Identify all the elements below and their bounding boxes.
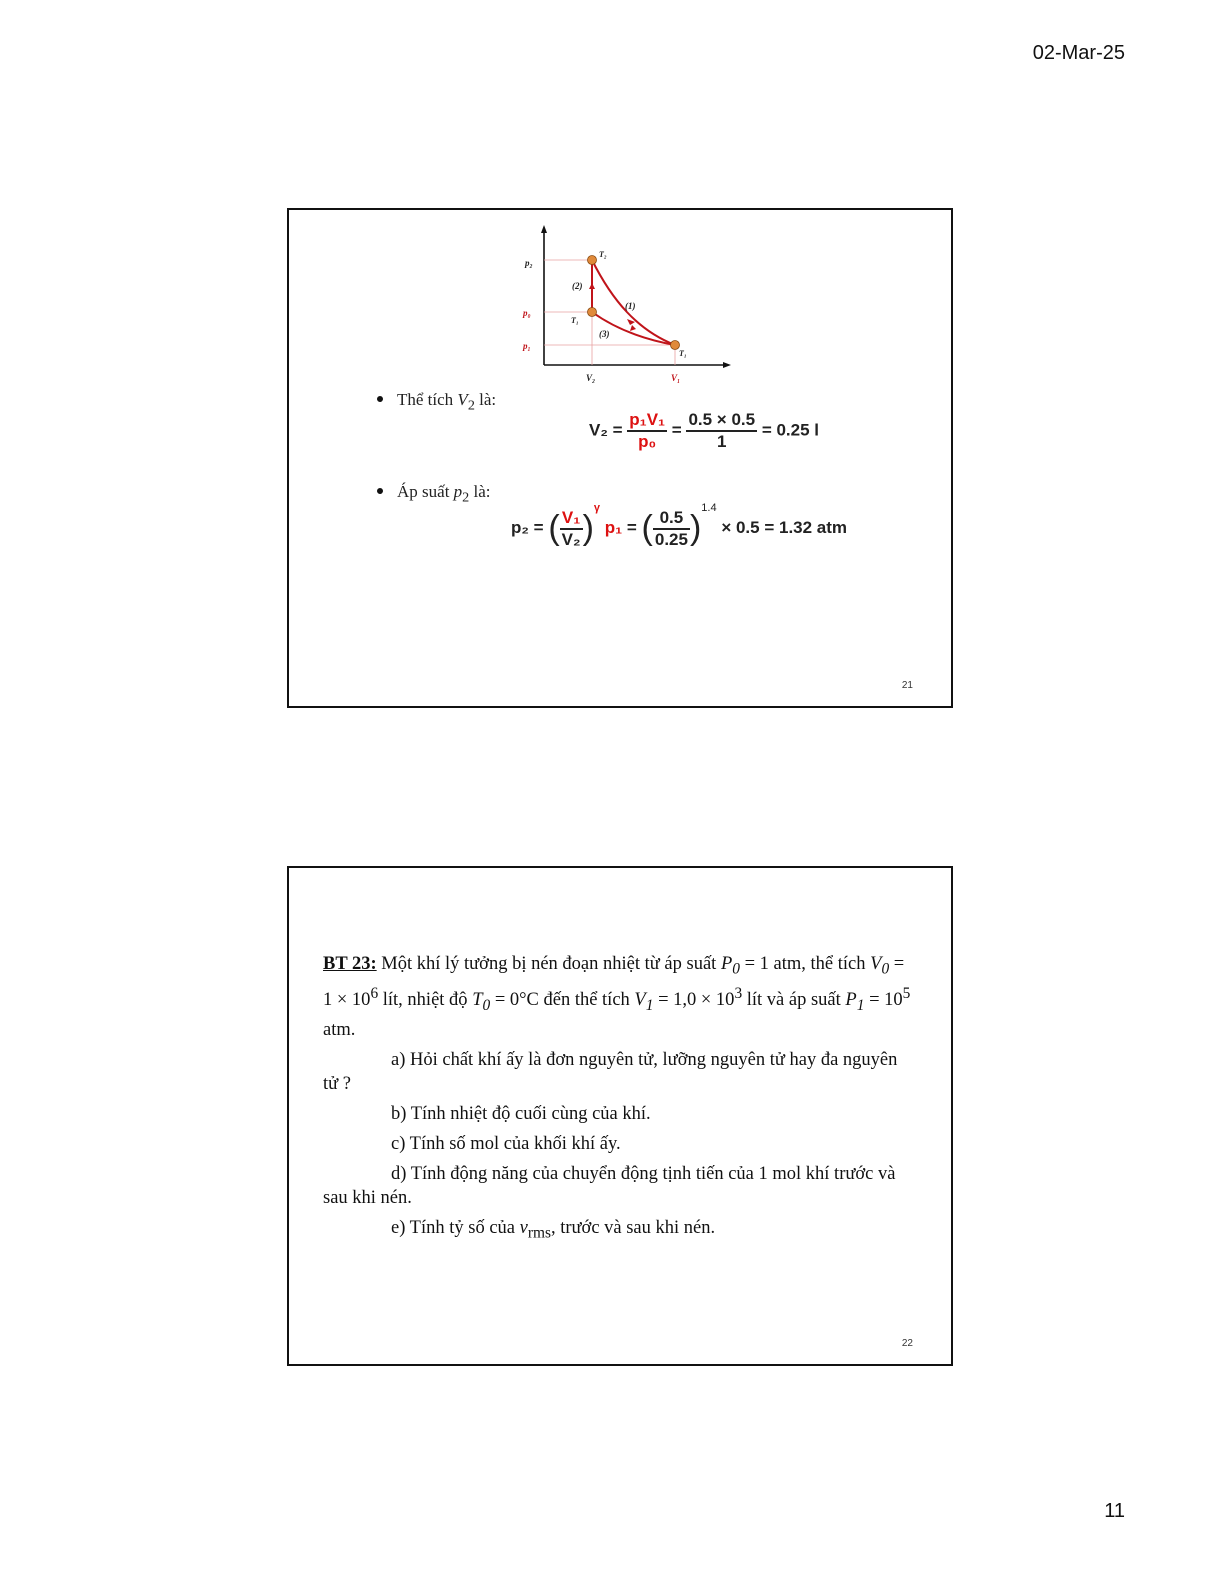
bullet-volume: Thể tích $V_2$ là:	[377, 390, 496, 414]
question-b: b) Tính nhiệt độ cuối cùng của khí.	[391, 1103, 651, 1124]
label-v2: V₂	[586, 373, 596, 383]
slide-22	[287, 866, 953, 1366]
label-p1: p₁	[523, 341, 531, 351]
slide-21	[287, 208, 953, 708]
label-t1: T₁	[679, 349, 687, 358]
page-number: 11	[1104, 1500, 1125, 1522]
question-c: c) Tính số mol của khối khí ấy.	[391, 1133, 621, 1154]
state-point-t2	[588, 256, 597, 265]
bullet-pressure: Áp suất $p_2$ là:	[377, 482, 491, 506]
label-t1-mid: T₁	[571, 316, 579, 325]
equation-p2: p₂ = ( $\frac{\text{V₁}}{\text{V₂}}$ )$^\gamma$ p₁ = ( $\frac{0.5}{0.25}$ )$^{1.4}$ × 0.5 = 1.32 atm	[511, 502, 848, 549]
label-process-1: (1)	[625, 301, 636, 311]
problem-bt23	[323, 952, 913, 1251]
pv-diagram	[517, 225, 737, 385]
question-e: e) Tính tỷ số của $v_{rms}$, trước và sau khi nén.	[391, 1217, 716, 1242]
problem-statement: BT 23: Một khí lý tưởng bị nén đoạn nhiệt từ áp suất $P_0 = 1$ atm, thể tích $V_0 = 1 \times 10^6$ lít, nhiệt độ $T_0 = 0^\circ C$ đến thể tích $V_1 = 1,0 \times 10^3$ lít và áp suất $P_1 = 10^5$ atm.	[323, 954, 911, 1040]
question-d: d) Tính động năng của chuyển động tịnh tiến của 1 mol khí trước và sau khi nén.	[323, 1163, 896, 1208]
question-a: a) Hỏi chất khí ấy là đơn nguyên tử, lưỡng nguyên tử hay đa nguyên tử ?	[323, 1049, 898, 1094]
label-p2: p₂	[525, 258, 533, 268]
state-point-t1-mid	[588, 308, 597, 317]
slide-number: 21	[901, 680, 913, 691]
label-t2: T₂	[599, 250, 607, 259]
label-process-3: (3)	[599, 329, 610, 339]
label-process-2: (2)	[572, 281, 583, 291]
header-date: 02-Mar-25	[1032, 42, 1125, 64]
slide-number: 22	[901, 1338, 913, 1349]
bullet-dot	[377, 488, 383, 494]
equation-v2: V₂ = $\frac{\text{p₁V₁}}{\text{p₀}}$ = $\frac{0.5 \times 0.5}{1}$ = 0.25 l	[589, 410, 820, 451]
bullet-dot	[377, 396, 383, 402]
label-v1: V₁	[671, 373, 681, 383]
label-p0: p₀	[523, 308, 531, 318]
